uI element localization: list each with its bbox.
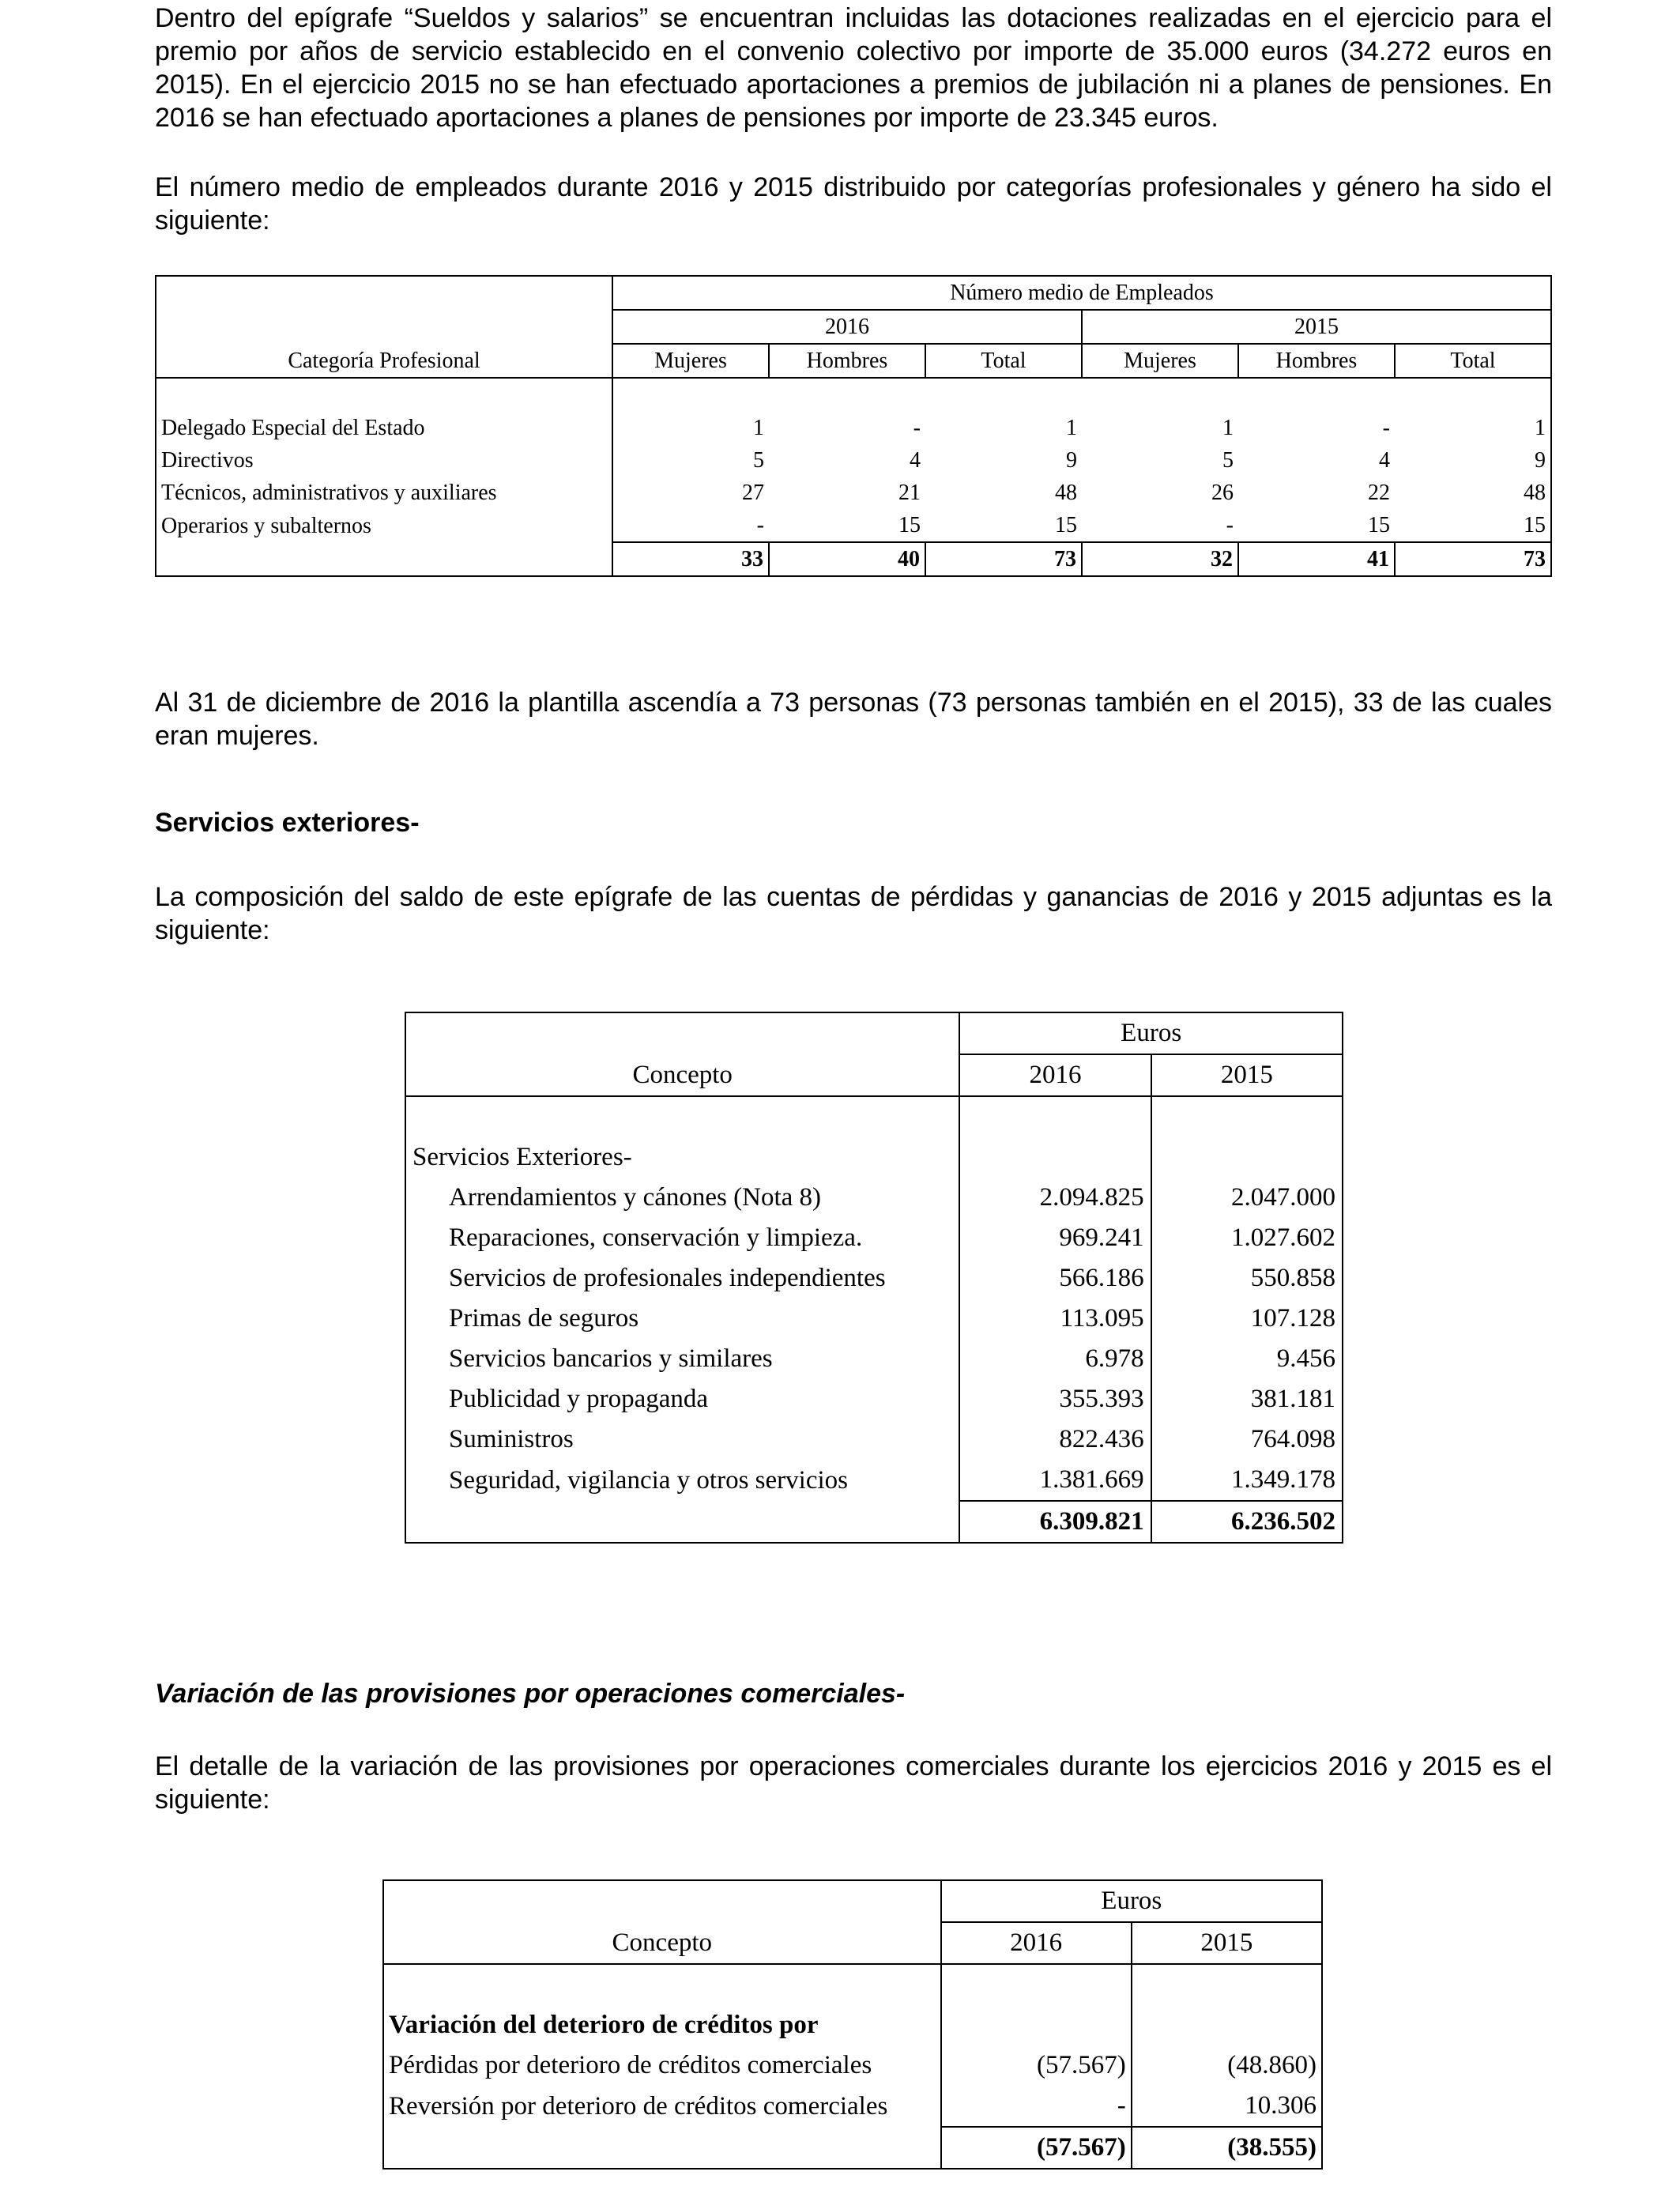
year-2016-header: 2016	[941, 1922, 1132, 1964]
table-row	[156, 444, 1551, 477]
empty-cell	[959, 1137, 1151, 1178]
empty-cell	[1132, 2005, 1322, 2045]
totals-row	[383, 2127, 1322, 2169]
value-cell: -	[756, 513, 764, 537]
value-cell: 15	[1368, 513, 1390, 537]
year-2015-header: 2015	[1151, 1054, 1343, 1096]
value-cell: 9	[1535, 448, 1546, 473]
spacer-cell	[1132, 1964, 1322, 2005]
row-label: Servicios bancarios y similares	[449, 1344, 773, 1373]
col-hombres-2015: Hombres	[1238, 344, 1395, 378]
row-label: Delegado Especial del Estado	[156, 412, 612, 444]
employees-intro-paragraph: El número medio de empleados durante 2016 y 2015 distribuido por categorías profesionales y género ha sido el siguiente:	[155, 172, 1552, 236]
empty-cell	[156, 276, 612, 310]
row-label: Reparaciones, conservación y limpieza.	[449, 1223, 863, 1252]
total-2016: 6.309.821	[959, 1501, 1151, 1543]
table-row	[405, 1379, 1343, 1419]
value-cell: 5	[1222, 448, 1234, 473]
value-cell: 26	[1211, 481, 1234, 505]
empty-cell	[941, 2005, 1132, 2045]
total-cell: 32	[1082, 542, 1238, 576]
totals-row	[405, 1501, 1343, 1543]
headcount-paragraph: Al 31 de diciembre de 2016 la plantilla ascendía a 73 personas (73 personas también en el 2015), 33 de las cuales eran mujeres.	[155, 688, 1552, 751]
value-cell: 6.978	[959, 1339, 1151, 1379]
services-table	[405, 1012, 1343, 1544]
spacer-cell	[383, 1964, 941, 2005]
value-cell: 1	[1535, 416, 1546, 440]
value-cell: 22	[1368, 481, 1390, 505]
value-cell: -	[941, 2086, 1132, 2127]
value-cell: 4	[1379, 448, 1390, 473]
total-cell: 73	[925, 542, 1082, 576]
table-row	[405, 1299, 1343, 1339]
empty-cell	[156, 542, 612, 576]
total-cell: 33	[612, 542, 769, 576]
row-label: Directivos	[156, 444, 612, 477]
year-2015-header: 2015	[1082, 310, 1551, 344]
row-label: Pérdidas por deterioro de créditos comerciales	[389, 2051, 872, 2079]
concept-header: Concepto	[632, 1060, 733, 1089]
value-cell: 566.186	[959, 1258, 1151, 1299]
employees-table	[155, 275, 1552, 577]
value-cell: 1.349.178	[1151, 1460, 1343, 1501]
value-cell: 764.098	[1151, 1419, 1343, 1460]
year-2015-header: 2015	[1132, 1922, 1322, 1964]
value-cell: 1.381.669	[959, 1460, 1151, 1501]
variacion-intro-paragraph: El detalle de la variación de las provisiones por operaciones comerciales durante los ejercicios 2016 y 2015 es el siguiente:	[155, 1751, 1552, 1815]
row-label: Operarios y subalternos	[156, 509, 612, 542]
value-cell: 10.306	[1132, 2086, 1322, 2127]
row-label: Suministros	[449, 1425, 574, 1453]
table-row	[405, 1419, 1343, 1460]
row-label: Servicios de profesionales independientes	[449, 1264, 886, 1292]
value-cell: 2.094.825	[959, 1178, 1151, 1218]
value-cell: 15	[1055, 513, 1077, 537]
value-cell: 5	[753, 448, 764, 473]
total-cell: 73	[1395, 542, 1551, 576]
value-cell: 9.456	[1151, 1339, 1343, 1379]
value-cell: 4	[910, 448, 921, 473]
row-label: Primas de seguros	[449, 1304, 639, 1333]
value-cell: (57.567)	[941, 2045, 1132, 2086]
spacer-cell	[156, 378, 612, 412]
table-row	[156, 412, 1551, 444]
table-row	[383, 2045, 1322, 2086]
table-row	[156, 509, 1551, 542]
col-total-2016: Total	[925, 344, 1082, 378]
table-row	[405, 1258, 1343, 1299]
table-row	[383, 2086, 1322, 2127]
value-cell: 1	[1222, 416, 1234, 440]
value-cell: 1.027.602	[1151, 1218, 1343, 1258]
provisions-table	[382, 1879, 1323, 2169]
year-2016-header: 2016	[959, 1054, 1151, 1096]
total-2015: (38.555)	[1132, 2127, 1322, 2169]
value-cell: -	[1226, 513, 1234, 537]
col-total-2015: Total	[1395, 344, 1551, 378]
row-label: Seguridad, vigilancia y otros servicios	[449, 1465, 848, 1495]
value-cell: 107.128	[1151, 1299, 1343, 1339]
category-header: Categoría Profesional	[156, 344, 612, 378]
value-cell: 969.241	[959, 1218, 1151, 1258]
section-label: Servicios Exteriores-	[412, 1143, 632, 1171]
value-cell: 822.436	[959, 1419, 1151, 1460]
value-cell: 15	[1524, 513, 1546, 537]
value-cell: 381.181	[1151, 1379, 1343, 1419]
spacer-cell	[959, 1096, 1151, 1137]
value-cell: -	[913, 416, 921, 440]
value-cell: (48.860)	[1132, 2045, 1322, 2086]
spacer-cell	[405, 1096, 959, 1137]
table-row	[405, 1218, 1343, 1258]
variacion-heading: Variación de las provisiones por operaciones comerciales-	[155, 1679, 906, 1709]
row-label: Arrendamientos y cánones (Nota 8)	[449, 1183, 822, 1212]
servicios-heading: Servicios exteriores-	[155, 808, 420, 838]
value-cell: -	[1382, 416, 1390, 440]
spacer-cell	[941, 1964, 1132, 2005]
total-cell: 40	[769, 542, 925, 576]
empty-cell	[1151, 1137, 1343, 1178]
spacer-cell	[612, 378, 1551, 412]
table-row	[405, 1339, 1343, 1379]
totals-row	[156, 542, 1551, 576]
section-label: Variación del deterioro de créditos por	[389, 2011, 819, 2039]
value-cell: 27	[742, 481, 764, 505]
table-row	[405, 1460, 1343, 1501]
row-label: Publicidad y propaganda	[449, 1385, 709, 1413]
value-cell: 1	[753, 416, 764, 440]
value-cell: 550.858	[1151, 1258, 1343, 1299]
spacer-cell	[1151, 1096, 1343, 1137]
year-2016-header: 2016	[612, 310, 1082, 344]
col-hombres-2016: Hombres	[769, 344, 925, 378]
euros-header: Euros	[941, 1880, 1322, 1922]
value-cell: 9	[1066, 448, 1077, 473]
value-cell: 15	[898, 513, 921, 537]
row-label: Técnicos, administrativos y auxiliares	[156, 477, 612, 509]
total-2015: 6.236.502	[1151, 1501, 1343, 1543]
col-mujeres-2016: Mujeres	[612, 344, 769, 378]
euros-header: Euros	[959, 1012, 1343, 1054]
concept-header: Concepto	[612, 1928, 713, 1957]
value-cell: 2.047.000	[1151, 1178, 1343, 1218]
table-row	[156, 477, 1551, 509]
value-cell: 355.393	[959, 1379, 1151, 1419]
empty-cell	[405, 1012, 959, 1054]
empty-cell	[383, 2127, 941, 2169]
value-cell: 48	[1055, 481, 1077, 505]
col-mujeres-2015: Mujeres	[1082, 344, 1238, 378]
intro-paragraph: Dentro del epígrafe “Sueldos y salarios” se encuentran incluidas las dotaciones realizadas en el ejercicio para el premio por años de servicio establecido en el convenio colectivo por importe de 35.000 euros (34.272 euros en 2015). En el ejercicio 2015 no se han efectuado aportaciones a premios de jubilación ni a planes de pensiones. En 2016 se han efectuado aportaciones a planes de pensiones por importe de 23.345 euros.	[155, 3, 1552, 133]
empty-cell	[156, 310, 612, 344]
empty-cell	[405, 1501, 959, 1543]
value-cell: 113.095	[959, 1299, 1151, 1339]
total-cell: 41	[1238, 542, 1395, 576]
table-row	[405, 1178, 1343, 1218]
total-2016: (57.567)	[941, 2127, 1132, 2169]
value-cell: 1	[1066, 416, 1077, 440]
value-cell: 48	[1524, 481, 1546, 505]
empty-cell	[383, 1880, 941, 1922]
value-cell: 21	[898, 481, 921, 505]
employees-group-header: Número medio de Empleados	[612, 276, 1551, 310]
row-label: Reversión por deterioro de créditos comerciales	[389, 2091, 888, 2120]
servicios-intro-paragraph: La composición del saldo de este epígrafe de las cuentas de pérdidas y ganancias de 2016 y 2015 adjuntas es la siguiente:	[155, 882, 1552, 945]
